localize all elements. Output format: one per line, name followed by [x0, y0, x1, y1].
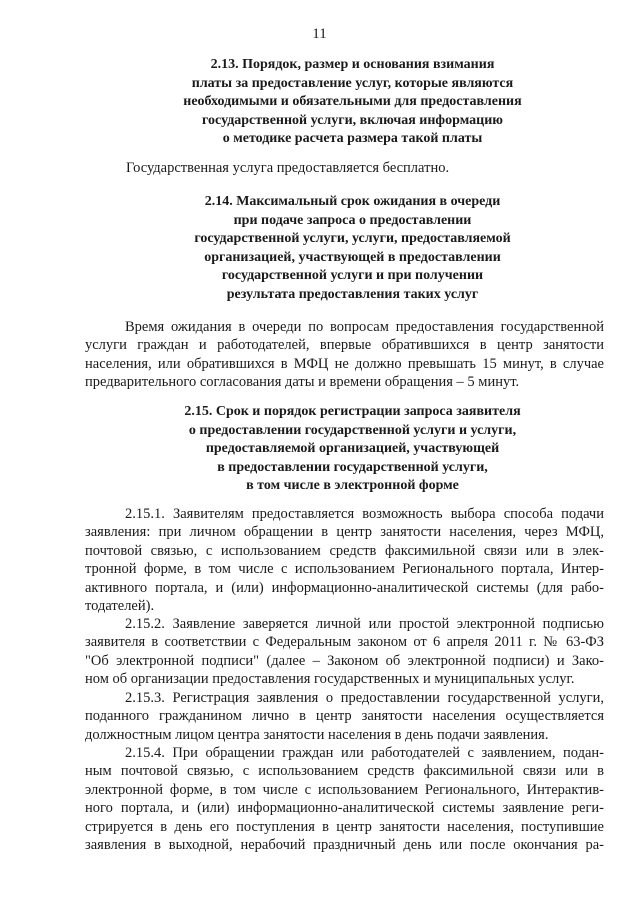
- paragraph-line: почтовой связью, с использованием средств факсимильной связи или в элек-: [85, 542, 604, 559]
- paragraph-line: поданного гражданином лично в центр занятости населения осуществляется: [85, 708, 604, 725]
- heading-line: в том числе в электронной форме: [246, 478, 459, 493]
- paragraph-line: Государственная услуга предоставляется бесплатно.: [126, 160, 450, 176]
- heading-line: государственной услуги и при получении: [221, 268, 484, 283]
- section-heading-2-15: [60, 403, 639, 496]
- section-heading-2-14: [60, 193, 639, 304]
- heading-line: 2.13. Порядок, размер и основания взимания: [210, 57, 495, 72]
- paragraph-2-14-text: [85, 318, 604, 392]
- paragraph-2-15-3: [85, 689, 604, 744]
- paragraph-line: стрируется в день его поступления в центр занятости населения, поступившие: [85, 818, 604, 835]
- paragraph-line: ного портала, и (или) информационно-аналитической системы заявление реги-: [85, 800, 604, 817]
- paragraph-line: 2.15.2. Заявление заверяется личной или простой электронной подписью: [125, 616, 604, 632]
- paragraph-line: услуги граждан и работодателей, впервые обратившихся в центр занятости: [85, 337, 604, 354]
- paragraph-line: населения, или обратившихся в МФЦ не должно превышать 15 минут, в случае: [85, 355, 604, 372]
- heading-line: при подаче запроса о предоставлении: [233, 212, 472, 228]
- paragraph-line: заявителя в соответствии с Федеральным законом от 6 апреля 2011 г. № 63-ФЗ: [85, 634, 604, 651]
- paragraph-line: должностным лицом центра занятости населения в день подачи заявления.: [85, 726, 549, 743]
- paragraph-line: 2.15.1. Заявителям предоставляется возможность выбора способа подачи: [125, 506, 604, 522]
- heading-line: результата предоставления таких услуг: [226, 286, 479, 302]
- paragraph-line: ном об организации предоставления государственных и муниципальных услуг.: [85, 671, 575, 688]
- heading-line: платы за предоставление услуг, которые являются: [191, 75, 514, 91]
- heading-line: государственной услуги, услуги, предоставляемой: [194, 231, 511, 246]
- paragraph-line: заявления в выходной, нерабочий праздничный день или после окончания ра-: [85, 837, 604, 854]
- paragraph-line: "Об электронной подписи" (далее – Законом об электронной подписи) и Зако-: [85, 652, 604, 669]
- paragraph-line: предварительного согласования даты и времени обращения – 5 минут.: [85, 374, 520, 391]
- paragraph-line: заявления: при личном обращении в центр занятости населения, через МФЦ,: [85, 524, 604, 541]
- page-number: 11: [312, 26, 327, 42]
- paragraph-line: ным почтовой связью, с использованием средств факсимильной связи или в: [85, 763, 604, 780]
- heading-line: 2.14. Максимальный срок ожидания в очереди: [204, 194, 501, 209]
- heading-line: необходимыми и обязательными для предоставления: [183, 94, 522, 109]
- paragraph-line: тодателей).: [85, 598, 155, 615]
- paragraph-2-15-2: [85, 615, 604, 689]
- paragraph-line: тронной форме, в том числе с использованием Регионального портала, Интер-: [85, 561, 604, 578]
- heading-line: 2.15. Срок и порядок регистрации запроса заявителя: [184, 404, 521, 419]
- paragraph-line: активного портала, и (или) информационно-аналитической системы (для рабо-: [85, 579, 604, 596]
- paragraph-line: 2.15.3. Регистрация заявления о предоставлении государственной услуги,: [125, 690, 604, 706]
- paragraph-line: Время ожидания в очереди по вопросам предоставления государственной: [125, 319, 604, 335]
- heading-line: предоставляемой организацией, участвующей: [205, 441, 500, 456]
- heading-line: о методике расчета размера такой платы: [222, 131, 483, 146]
- section-heading-2-13: [60, 56, 639, 149]
- paragraph-2-13-text: [126, 159, 639, 177]
- heading-line: организацией, участвующей в предоставлении: [204, 249, 501, 265]
- heading-line: о предоставлении государственной услуги и услуги,: [188, 422, 517, 438]
- paragraph-2-15-1: [85, 505, 604, 615]
- paragraph-line: электронной форме, в том числе с использованием Регионального, Интерактив-: [85, 781, 604, 798]
- paragraph-2-15-4: [85, 744, 604, 854]
- heading-line: государственной услуги, включая информацию: [202, 112, 503, 128]
- heading-line: в предоставлении государственной услуги,: [217, 459, 488, 475]
- paragraph-line: 2.15.4. При обращении граждан или работодателей с заявлением, подан-: [125, 745, 604, 761]
